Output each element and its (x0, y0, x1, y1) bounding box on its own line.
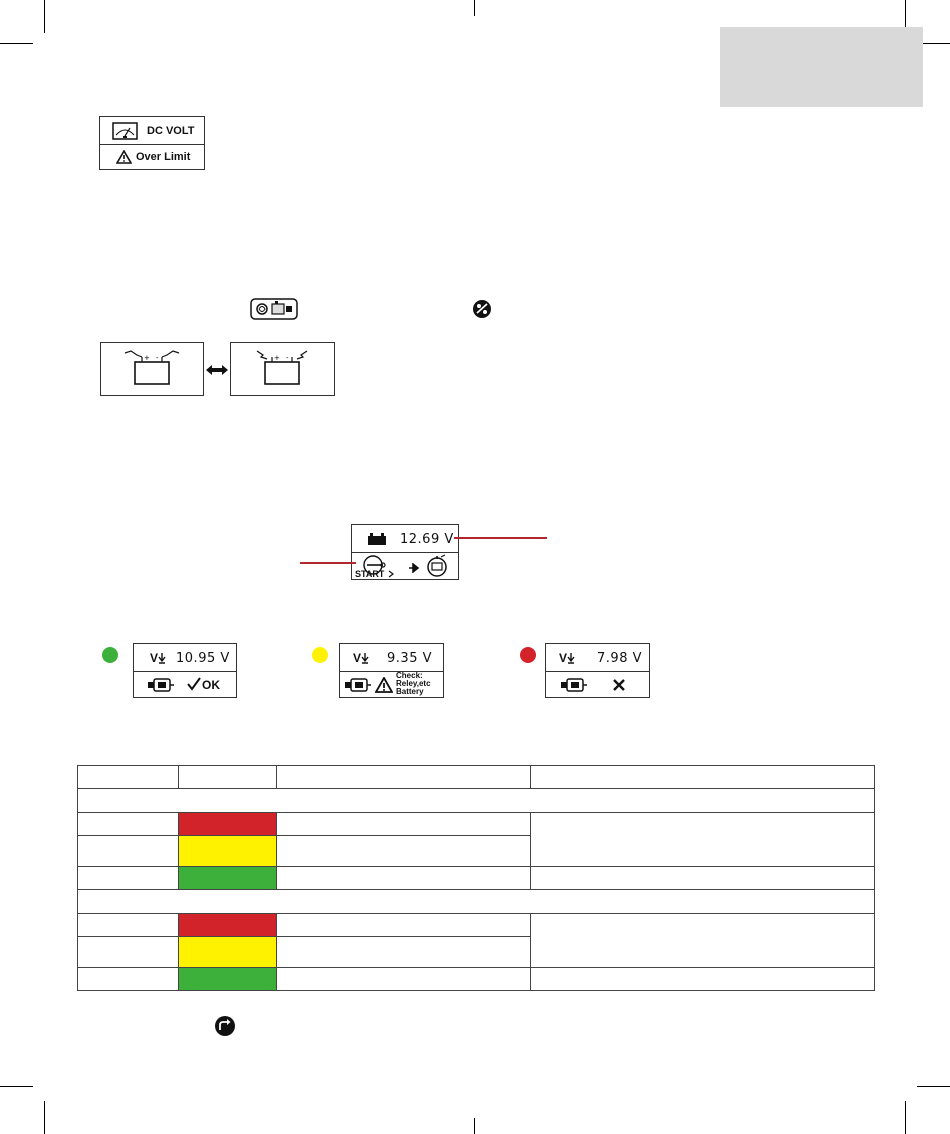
down-arrow-icon (361, 652, 369, 664)
table-cell (78, 766, 179, 789)
status-cell-red (179, 813, 277, 836)
start-voltage: 12.69 V (400, 532, 454, 547)
svg-text:+: + (274, 354, 280, 362)
start-label: START (355, 569, 385, 579)
crop-mark (905, 1101, 906, 1134)
svg-text:-: - (286, 354, 289, 362)
table-cell (78, 968, 179, 991)
over-limit-label: Over Limit (136, 151, 191, 163)
dc-volt-display (99, 116, 205, 170)
table-cell (277, 836, 531, 867)
svg-text:-: - (156, 354, 159, 362)
table-cell (531, 766, 875, 789)
crop-mark (0, 43, 33, 44)
battery-icon (367, 533, 387, 546)
table-cell (78, 867, 179, 890)
status-cell-red (179, 914, 277, 937)
v-down-label: V (150, 651, 159, 665)
table-cell (277, 813, 531, 836)
status-dot-red (520, 647, 536, 663)
lcd-divider (134, 671, 236, 672)
table-cell (277, 968, 531, 991)
table-cell (179, 766, 277, 789)
checkmark-icon (187, 677, 201, 691)
status-cell-yellow (179, 836, 277, 867)
table-cell (277, 937, 531, 968)
start-display (351, 524, 459, 580)
battery-clamps-icon (101, 343, 205, 397)
cross-icon (612, 678, 626, 692)
down-arrow-icon (567, 652, 575, 664)
status-cell-yellow (179, 937, 277, 968)
callout-line-start (300, 562, 356, 564)
table-cell (78, 836, 179, 867)
warning-triangle-icon (116, 150, 132, 164)
table-cell (531, 867, 875, 890)
check-line: Battery (396, 687, 424, 696)
check-line: Reley,etc (396, 679, 431, 688)
table-cell (277, 914, 531, 937)
crank-voltage: 9.35 V (387, 650, 432, 666)
dc-volt-label: DC VOLT (147, 125, 195, 137)
table-header-row (78, 766, 875, 789)
starter-motor-icon (343, 676, 373, 694)
clamp-battery-icon (250, 298, 298, 320)
table-section-row (78, 890, 875, 914)
v-down-label: V (353, 651, 362, 665)
table-cell (277, 766, 531, 789)
check-text (396, 672, 431, 696)
battery-clamps-reversed-icon (231, 343, 336, 397)
down-arrow-icon (158, 652, 166, 664)
table-row (78, 914, 875, 937)
table-cell (78, 813, 179, 836)
clamp-display-reversed (230, 342, 335, 396)
crank-voltage: 10.95 V (176, 650, 230, 666)
table-section-cell (78, 890, 875, 914)
svg-text:+: + (144, 354, 150, 362)
callout-line-voltage (454, 537, 547, 539)
clamp-display-normal (100, 342, 204, 396)
chapter-tab (720, 27, 923, 107)
status-dot-yellow (312, 647, 328, 663)
status-dot-green (102, 647, 118, 663)
table-cell (531, 914, 875, 968)
status-cell-green (179, 968, 277, 991)
crop-mark (44, 1101, 45, 1134)
table-section-cell (78, 789, 875, 813)
crank-result-ok (133, 643, 237, 698)
ok-label: OK (202, 678, 220, 692)
table-cell (531, 813, 875, 867)
registration-line (474, 0, 475, 16)
crop-mark (917, 1086, 950, 1087)
table-cell (78, 914, 179, 937)
crank-voltage: 7.98 V (597, 650, 642, 666)
starter-motor-icon (559, 676, 589, 694)
double-arrow-icon (205, 364, 229, 376)
starter-motor-icon (146, 676, 176, 694)
crop-mark (44, 0, 45, 33)
registration-line (474, 1118, 475, 1134)
status-cell-green (179, 867, 277, 890)
check-line: Check: (396, 671, 423, 680)
warning-triangle-icon (375, 677, 393, 693)
crank-result-check (339, 643, 444, 698)
table-row (78, 813, 875, 836)
table-cell (277, 867, 531, 890)
v-down-label: V (559, 651, 568, 665)
table-cell (531, 968, 875, 991)
lcd-divider (546, 671, 649, 672)
voltmeter-gauge-icon (112, 122, 138, 140)
engine-crank-icon (425, 554, 449, 578)
crop-mark (0, 1086, 33, 1087)
results-table (77, 765, 875, 991)
table-cell (78, 937, 179, 968)
table-row (78, 867, 875, 890)
table-row (78, 968, 875, 991)
return-arrow-icon (214, 1015, 236, 1037)
table-section-row (78, 789, 875, 813)
reverse-polarity-icon (472, 299, 492, 319)
lcd-divider (100, 144, 204, 145)
right-arrow-icon (408, 563, 420, 573)
crank-result-fail (545, 643, 650, 698)
